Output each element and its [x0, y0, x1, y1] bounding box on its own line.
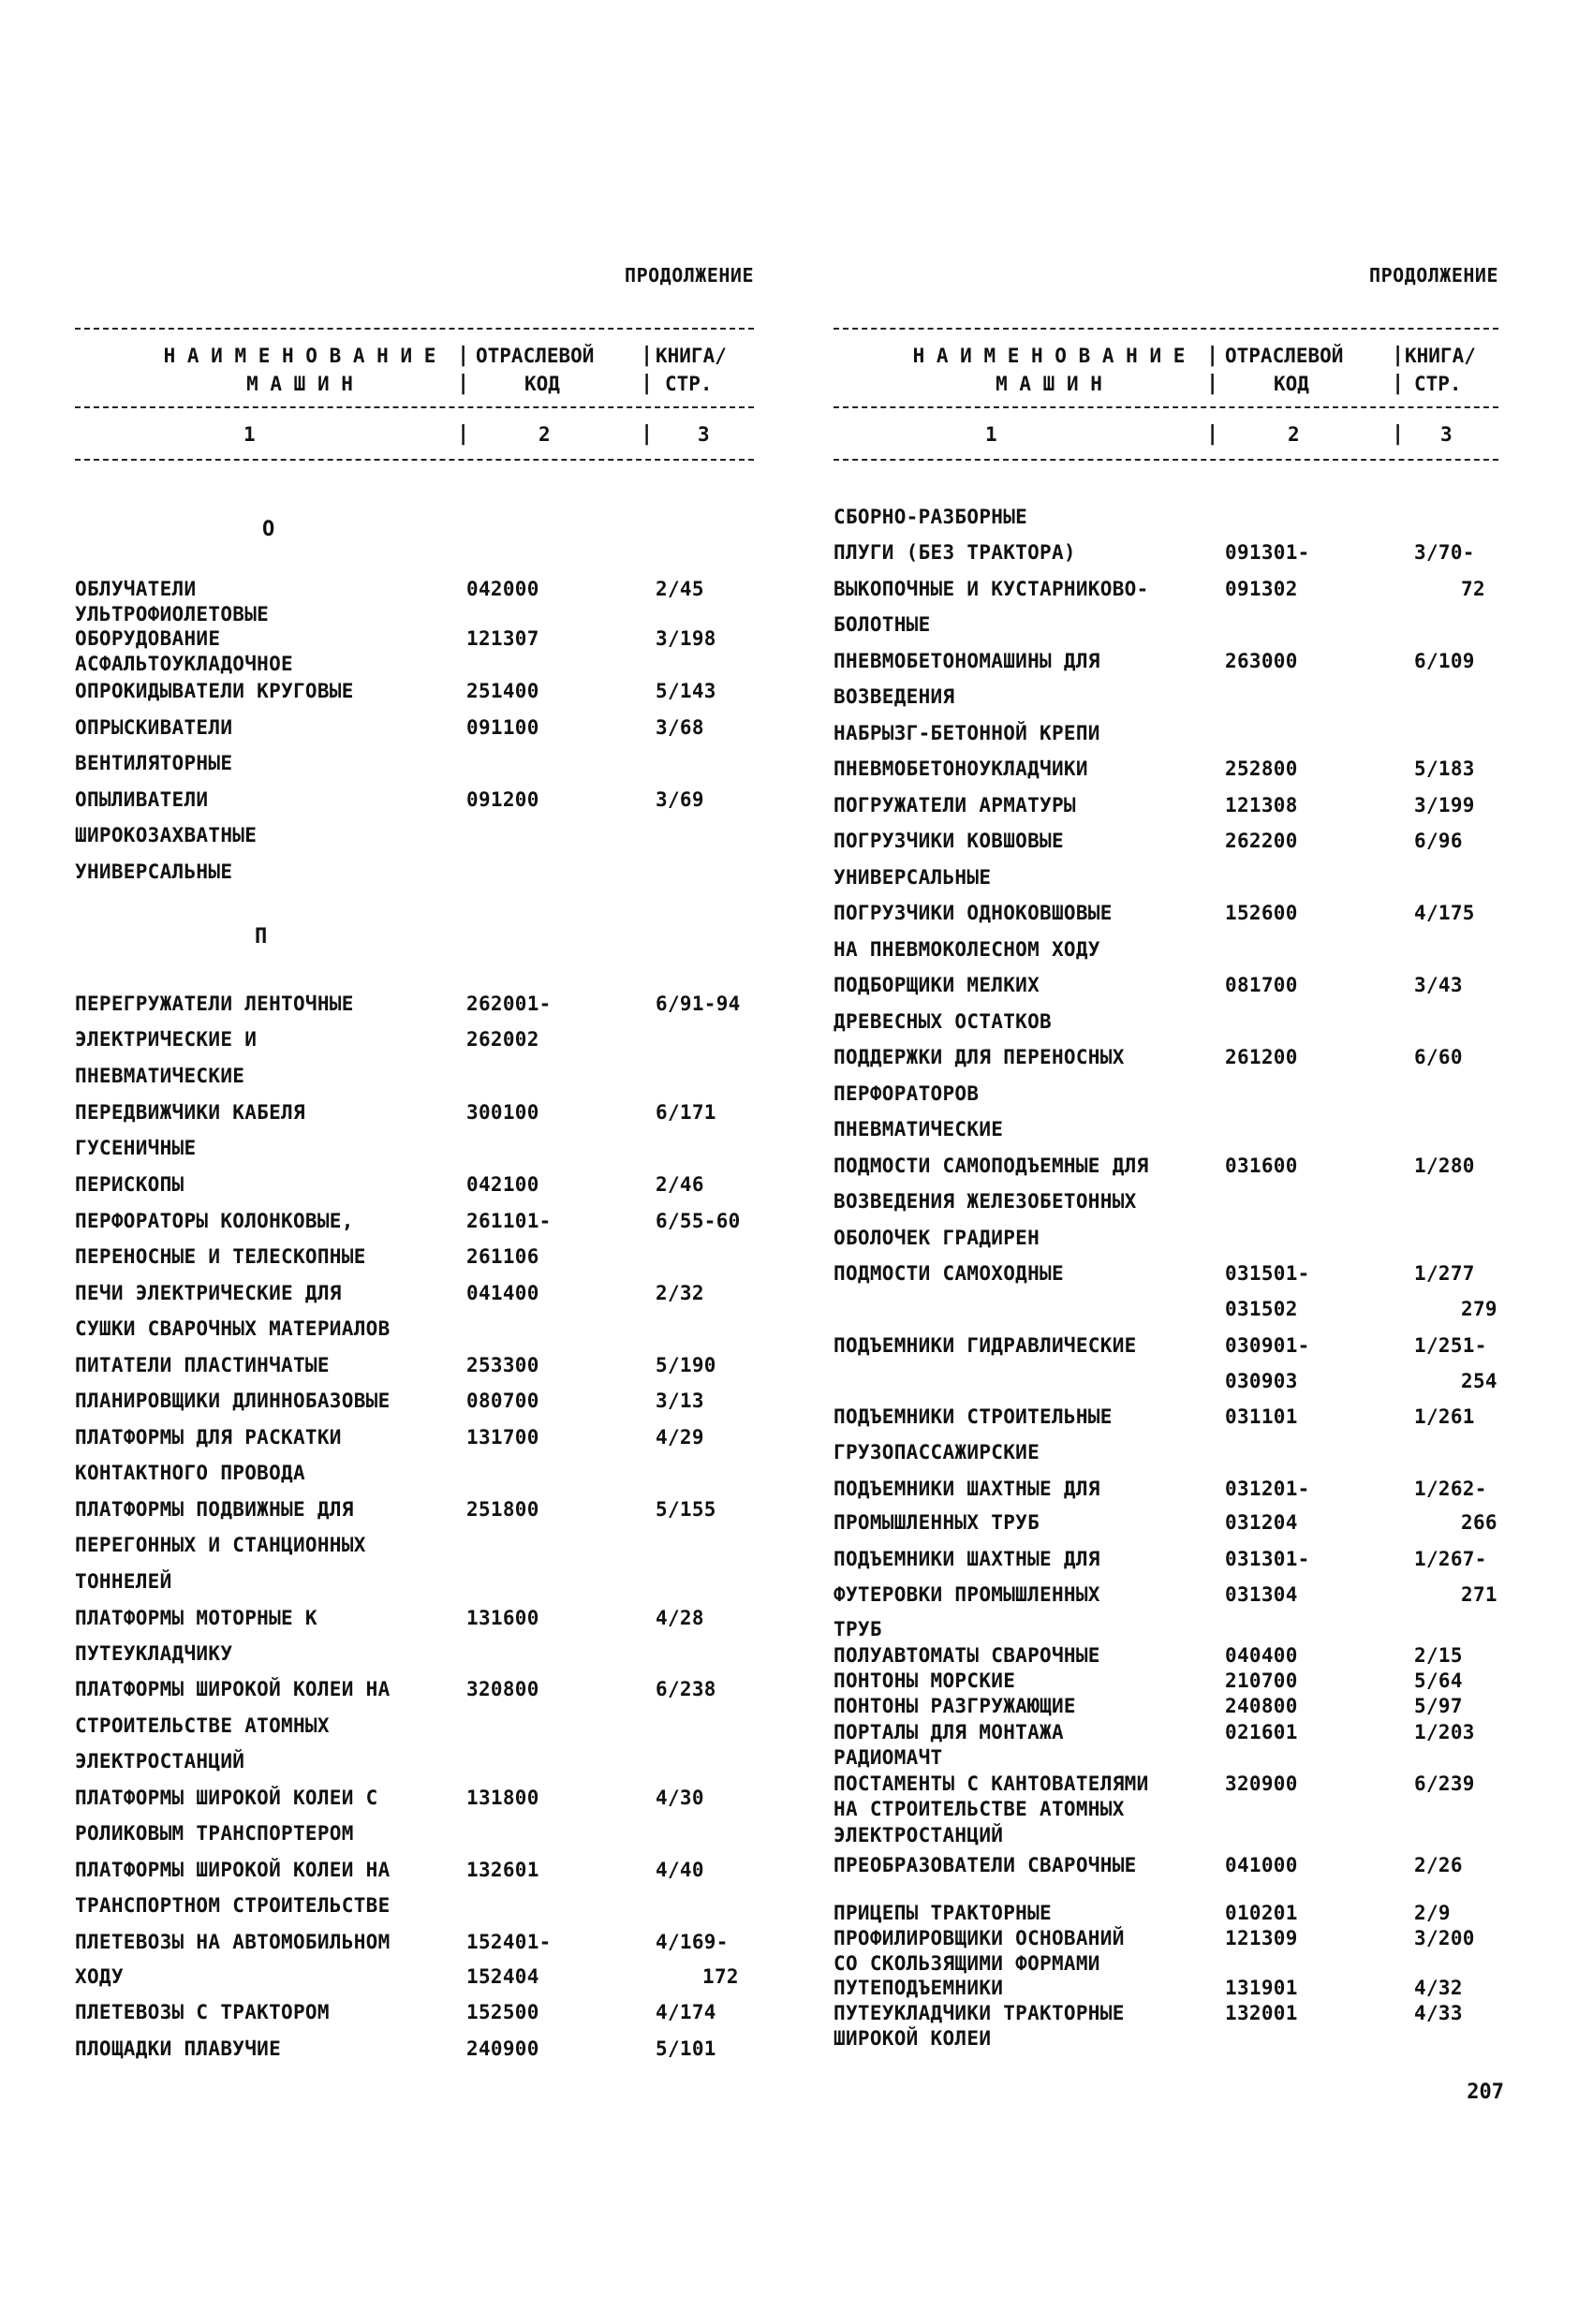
- book-page-ref: 3/13: [656, 1390, 704, 1412]
- book-page-ref: 6/96: [1414, 830, 1463, 852]
- industry-code: 252800: [1225, 758, 1298, 780]
- machine-name: ДРЕВЕСНЫХ ОСТАТКОВ: [833, 1010, 1052, 1033]
- book-page-ref: 279: [1461, 1298, 1497, 1320]
- book-page-ref: 72: [1461, 578, 1485, 600]
- machine-name: ПОДЪЕМНИКИ СТРОИТЕЛЬНЫЕ: [833, 1405, 1113, 1428]
- industry-code: 261200: [1225, 1046, 1298, 1068]
- book-page-ref: 4/30: [656, 1787, 704, 1809]
- header-book-line2: СТР.: [665, 373, 713, 395]
- machine-name: ТРАНСПОРТНОМ СТРОИТЕЛЬСТВЕ: [75, 1894, 391, 1917]
- machine-name: ОПРЫСКИВАТЕЛИ: [75, 716, 233, 739]
- book-page-ref: 4/174: [656, 2001, 716, 2023]
- book-page-ref: 1/261: [1414, 1405, 1475, 1428]
- industry-code: 262200: [1225, 830, 1298, 852]
- book-page-ref: 3/199: [1414, 794, 1475, 816]
- machine-name: ПОДМОСТИ САМОХОДНЫЕ: [833, 1262, 1064, 1285]
- industry-code: 152500: [466, 2001, 539, 2023]
- machine-name: ПЛАТФОРМЫ ШИРОКОЙ КОЛЕИ С: [75, 1787, 378, 1809]
- book-page-ref: 271: [1461, 1583, 1497, 1606]
- book-page-ref: 5/190: [656, 1354, 716, 1376]
- book-page-ref: 2/32: [656, 1282, 704, 1304]
- machine-name: ПОДЪЕМНИКИ ШАХТНЫЕ ДЛЯ: [833, 1478, 1100, 1500]
- industry-code: 132601: [466, 1859, 539, 1881]
- book-page-ref: 172: [702, 1965, 739, 1988]
- machine-name: ПУТЕУКЛАДЧИКИ ТРАКТОРНЫЕ: [833, 2002, 1125, 2024]
- header-code-line2: КОД: [524, 373, 560, 395]
- industry-code: 091301-: [1225, 541, 1310, 564]
- column-number-3: 3: [698, 423, 710, 446]
- machine-name: ОПЫЛИВАТЕЛИ: [75, 788, 209, 811]
- machine-name: ТОННЕЛЕЙ: [75, 1570, 172, 1593]
- header-code-line2: КОД: [1274, 373, 1309, 395]
- book-page-ref: 6/55-60: [656, 1210, 741, 1232]
- machine-name: ВОЗВЕДЕНИЯ ЖЕЛЕЗОБЕТОННЫХ: [833, 1190, 1137, 1213]
- machine-name: ОБОЛОЧЕК ГРАДИРЕН: [833, 1227, 1040, 1249]
- book-page-ref: 5/183: [1414, 758, 1475, 780]
- machine-name: ПНЕВМАТИЧЕСКИЕ: [833, 1118, 1004, 1140]
- header-name-line1: Н А И М Е Н О В А Н И Е: [912, 345, 1186, 367]
- book-page-ref: 4/29: [656, 1426, 704, 1449]
- continuation-label: ПРОДОЛЖЕНИЕ: [625, 264, 754, 287]
- machine-name: УНИВЕРСАЛЬНЫЕ: [75, 860, 233, 883]
- machine-name: РАДИОМАЧТ: [833, 1746, 943, 1769]
- industry-code: 042000: [466, 578, 539, 600]
- machine-name: СУШКИ СВАРОЧНЫХ МАТЕРИАЛОВ: [75, 1317, 391, 1340]
- industry-code: 261106: [466, 1245, 539, 1268]
- column-number-1: 1: [985, 423, 997, 446]
- industry-code: 091302: [1225, 578, 1298, 600]
- machine-name: ПОСТАМЕНТЫ С КАНТОВАТЕЛЯМИ: [833, 1772, 1149, 1795]
- industry-code: 041000: [1225, 1854, 1298, 1876]
- machine-name: УЛЬТРОФИОЛЕТОВЫЕ: [75, 603, 270, 625]
- industry-code: 021601: [1225, 1721, 1298, 1743]
- header-bottom-rule: [833, 459, 1498, 461]
- page-number: 207: [1467, 2081, 1504, 2104]
- machine-name: АСФАЛЬТОУКЛАДОЧНОЕ: [75, 653, 293, 675]
- industry-code: 041400: [466, 1282, 539, 1304]
- industry-code: 121307: [466, 627, 539, 650]
- machine-name: УНИВЕРСАЛЬНЫЕ: [833, 866, 992, 889]
- machine-name: СТРОИТЕЛЬСТВЕ АТОМНЫХ: [75, 1714, 330, 1737]
- machine-name: ПРИЦЕПЫ ТРАКТОРНЫЕ: [833, 1902, 1052, 1924]
- machine-name: ПЛАТФОРМЫ ПОДВИЖНЫЕ ДЛЯ: [75, 1498, 354, 1521]
- header-separator: |: [641, 422, 654, 446]
- industry-code: 131901: [1225, 1977, 1298, 1999]
- machine-name: ПЛЕТЕВОЗЫ С ТРАКТОРОМ: [75, 2001, 330, 2023]
- machine-name: ВЫКОПОЧНЫЕ И КУСТАРНИКОВО-: [833, 578, 1149, 600]
- machine-name: ПРОФИЛИРОВЩИКИ ОСНОВАНИЙ: [833, 1927, 1125, 1949]
- machine-name: ПОДЪЕМНИКИ ШАХТНЫЕ ДЛЯ: [833, 1548, 1100, 1570]
- header-bottom-rule: [75, 459, 754, 461]
- industry-code: 251800: [466, 1498, 539, 1521]
- book-page-ref: 5/101: [656, 2037, 716, 2060]
- book-page-ref: 6/171: [656, 1101, 716, 1124]
- industry-code: 210700: [1225, 1669, 1298, 1692]
- header-book-line1: КНИГА/: [656, 345, 727, 367]
- header-mid-rule: [75, 406, 754, 408]
- section-letter-o: О: [262, 518, 275, 541]
- header-separator: |: [1392, 422, 1405, 446]
- machine-name: ПЛАТФОРМЫ МОТОРНЫЕ К: [75, 1607, 317, 1629]
- book-page-ref: 6/109: [1414, 650, 1475, 672]
- machine-name: ПНЕВМАТИЧЕСКИЕ: [75, 1065, 245, 1087]
- industry-code: 030903: [1225, 1370, 1298, 1392]
- industry-code: 240800: [1225, 1695, 1298, 1717]
- header-code-line1: ОТРАСЛЕВОЙ: [1225, 345, 1344, 367]
- industry-code: 091100: [466, 716, 539, 739]
- industry-code: 121309: [1225, 1927, 1298, 1949]
- book-page-ref: 3/198: [656, 627, 716, 650]
- book-page-ref: 1/251-: [1414, 1334, 1487, 1357]
- industry-code: 040400: [1225, 1644, 1298, 1667]
- machine-name: ПЕРЕДВИЖЧИКИ КАБЕЛЯ: [75, 1101, 305, 1124]
- industry-code: 131600: [466, 1607, 539, 1629]
- book-page-ref: 3/43: [1414, 974, 1463, 996]
- machine-name: ПОДМОСТИ САМОПОДЪЕМНЫЕ ДЛЯ: [833, 1155, 1149, 1177]
- machine-name: ПЕРЕГРУЖАТЕЛИ ЛЕНТОЧНЫЕ: [75, 993, 354, 1015]
- industry-code: 031301-: [1225, 1548, 1310, 1570]
- machine-name: ПЛАТФОРМЫ ДЛЯ РАСКАТКИ: [75, 1426, 342, 1449]
- column-number-2: 2: [1288, 423, 1300, 446]
- continuation-label: ПРОДОЛЖЕНИЕ: [1369, 264, 1498, 287]
- machine-name: ОБОРУДОВАНИЕ: [75, 627, 221, 650]
- header-separator: |: [1392, 372, 1405, 395]
- machine-name: ПЕРИСКОПЫ: [75, 1173, 184, 1196]
- machine-name: КОНТАКТНОГО ПРОВОДА: [75, 1462, 305, 1484]
- header-separator: |: [641, 344, 654, 367]
- machine-name: ГРУЗОПАССАЖИРСКИЕ: [833, 1441, 1040, 1464]
- machine-name: ПУТЕУКЛАДЧИКУ: [75, 1642, 233, 1665]
- book-page-ref: 5/64: [1414, 1669, 1463, 1692]
- machine-name: ПОНТОНЫ РАЗГРУЖАЮЩИЕ: [833, 1695, 1076, 1717]
- book-page-ref: 6/91-94: [656, 993, 741, 1015]
- header-separator: |: [457, 422, 470, 446]
- book-page-ref: 2/45: [656, 578, 704, 600]
- book-page-ref: 254: [1461, 1370, 1497, 1392]
- book-page-ref: 4/175: [1414, 902, 1475, 924]
- industry-code: 152404: [466, 1965, 539, 1988]
- book-page-ref: 5/143: [656, 680, 716, 702]
- machine-name: НА ПНЕВМОКОЛЕСНОМ ХОДУ: [833, 938, 1100, 961]
- machine-name: ПОГРУЖАТЕЛИ АРМАТУРЫ: [833, 794, 1076, 816]
- industry-code: 132001: [1225, 2002, 1298, 2024]
- machine-name: ПИТАТЕЛИ ПЛАСТИНЧАТЫЕ: [75, 1354, 330, 1376]
- industry-code: 262002: [466, 1028, 539, 1051]
- industry-code: 010201: [1225, 1902, 1298, 1924]
- book-page-ref: 2/26: [1414, 1854, 1463, 1876]
- machine-name: ПОДДЕРЖКИ ДЛЯ ПЕРЕНОСНЫХ: [833, 1046, 1125, 1068]
- book-page-ref: 6/60: [1414, 1046, 1463, 1068]
- industry-code: 262001-: [466, 993, 552, 1015]
- header-separator: |: [1206, 344, 1219, 367]
- industry-code: 320800: [466, 1678, 539, 1700]
- header-book-line2: СТР.: [1414, 373, 1462, 395]
- industry-code: 251400: [466, 680, 539, 702]
- industry-code: 031304: [1225, 1583, 1298, 1606]
- section-letter-p: П: [255, 925, 268, 949]
- machine-name: ПОЛУАВТОМАТЫ СВАРОЧНЫЕ: [833, 1644, 1100, 1667]
- header-mid-rule: [833, 406, 1498, 408]
- machine-name: НАБРЫЗГ-БЕТОННОЙ КРЕПИ: [833, 722, 1100, 744]
- column-number-1: 1: [243, 423, 256, 446]
- book-page-ref: 3/69: [656, 788, 704, 811]
- machine-name: ОПРОКИДЫВАТЕЛИ КРУГОВЫЕ: [75, 680, 354, 702]
- machine-name: ПЛОЩАДКИ ПЛАВУЧИЕ: [75, 2037, 282, 2060]
- book-page-ref: 4/169-: [656, 1931, 729, 1953]
- machine-name: ПУТЕПОДЪЕМНИКИ: [833, 1977, 1004, 1999]
- machine-name: ПЛЕТЕВОЗЫ НА АВТОМОБИЛЬНОМ: [75, 1931, 391, 1953]
- header-name-line1: Н А И М Е Н О В А Н И Е: [163, 345, 436, 367]
- industry-code: 131700: [466, 1426, 539, 1449]
- machine-name: ПЕРФОРАТОРОВ: [833, 1082, 980, 1105]
- industry-code: 261101-: [466, 1210, 552, 1232]
- book-page-ref: 4/33: [1414, 2002, 1463, 2024]
- machine-name: ЭЛЕКТРОСТАНЦИЙ: [833, 1824, 1004, 1846]
- book-page-ref: 1/280: [1414, 1155, 1475, 1177]
- machine-name: ПОГРУЗЧИКИ КОВШОВЫЕ: [833, 830, 1064, 852]
- machine-name: ПОРТАЛЫ ДЛЯ МОНТАЖА: [833, 1721, 1064, 1743]
- book-page-ref: 6/239: [1414, 1772, 1475, 1795]
- industry-code: 031600: [1225, 1155, 1298, 1177]
- industry-code: 031201-: [1225, 1478, 1310, 1500]
- book-page-ref: 1/203: [1414, 1721, 1475, 1743]
- machine-name: ПЛАТФОРМЫ ШИРОКОЙ КОЛЕИ НА: [75, 1859, 391, 1881]
- machine-name: ПЕРФОРАТОРЫ КОЛОНКОВЫЕ,: [75, 1210, 354, 1232]
- machine-name: ШИРОКОЙ КОЛЕИ: [833, 2027, 992, 2050]
- machine-name: ПОНТОНЫ МОРСКИЕ: [833, 1669, 1016, 1692]
- header-top-rule: [833, 328, 1498, 330]
- machine-name: СБОРНО-РАЗБОРНЫЕ: [833, 506, 1028, 528]
- header-name-line2: М А Ш И Н: [246, 373, 353, 395]
- industry-code: 081700: [1225, 974, 1298, 996]
- machine-name: ЭЛЕКТРИЧЕСКИЕ И: [75, 1028, 258, 1051]
- machine-name: ПЕРЕГОННЫХ И СТАНЦИОННЫХ: [75, 1534, 366, 1556]
- book-page-ref: 6/238: [656, 1678, 716, 1700]
- industry-code: 030901-: [1225, 1334, 1310, 1357]
- header-separator: |: [457, 344, 470, 367]
- machine-name: РОЛИКОВЫМ ТРАНСПОРТЕРОМ: [75, 1822, 354, 1845]
- industry-code: 131800: [466, 1787, 539, 1809]
- header-code-line1: ОТРАСЛЕВОЙ: [476, 345, 595, 367]
- machine-name: ПЛАНИРОВЩИКИ ДЛИННОБАЗОВЫЕ: [75, 1390, 391, 1412]
- header-name-line2: М А Ш И Н: [996, 373, 1102, 395]
- industry-code: 031502: [1225, 1298, 1298, 1320]
- book-page-ref: 4/32: [1414, 1977, 1463, 1999]
- machine-name: ПОГРУЗЧИКИ ОДНОКОВШОВЫЕ: [833, 902, 1113, 924]
- machine-name: ПНЕВМОБЕТОНОМАШИНЫ ДЛЯ: [833, 650, 1100, 672]
- machine-name: ПОДБОРЩИКИ МЕЛКИХ: [833, 974, 1040, 996]
- machine-name: ПЛУГИ (БЕЗ ТРАКТОРА): [833, 541, 1076, 564]
- header-top-rule: [75, 328, 754, 330]
- industry-code: 320900: [1225, 1772, 1298, 1795]
- machine-name: ПЕЧИ ЭЛЕКТРИЧЕСКИЕ ДЛЯ: [75, 1282, 342, 1304]
- machine-name: ЭЛЕКТРОСТАНЦИЙ: [75, 1750, 245, 1772]
- header-separator: |: [641, 372, 654, 395]
- machine-name: ВОЗВЕДЕНИЯ: [833, 685, 955, 708]
- book-page-ref: 1/277: [1414, 1262, 1475, 1285]
- machine-name: ПРЕОБРАЗОВАТЕЛИ СВАРОЧНЫЕ: [833, 1854, 1137, 1876]
- industry-code: 253300: [466, 1354, 539, 1376]
- book-page-ref: 2/9: [1414, 1902, 1451, 1924]
- book-page-ref: 2/46: [656, 1173, 704, 1196]
- industry-code: 042100: [466, 1173, 539, 1196]
- machine-name: ШИРОКОЗАХВАТНЫЕ: [75, 824, 258, 846]
- book-page-ref: 3/68: [656, 716, 704, 739]
- industry-code: 031101: [1225, 1405, 1298, 1428]
- header-separator: |: [1392, 344, 1405, 367]
- industry-code: 031501-: [1225, 1262, 1310, 1285]
- book-page-ref: 5/155: [656, 1498, 716, 1521]
- book-page-ref: 2/15: [1414, 1644, 1463, 1667]
- book-page-ref: 266: [1461, 1511, 1497, 1534]
- column-number-2: 2: [538, 423, 551, 446]
- industry-code: 080700: [466, 1390, 539, 1412]
- machine-name: ПРОМЫШЛЕННЫХ ТРУБ: [833, 1511, 1040, 1534]
- machine-name: СО СКОЛЬЗЯЩИМИ ФОРМАМИ: [833, 1952, 1100, 1975]
- book-page-ref: 3/200: [1414, 1927, 1475, 1949]
- header-separator: |: [1206, 372, 1219, 395]
- machine-name: ТРУБ: [833, 1618, 882, 1640]
- book-page-ref: 1/267-: [1414, 1548, 1487, 1570]
- machine-name: ОБЛУЧАТЕЛИ: [75, 578, 197, 600]
- industry-code: 300100: [466, 1101, 539, 1124]
- machine-name: ПОДЪЕМНИКИ ГИДРАВЛИЧЕСКИЕ: [833, 1334, 1137, 1357]
- header-book-line1: КНИГА/: [1405, 345, 1476, 367]
- industry-code: 263000: [1225, 650, 1298, 672]
- machine-name: БОЛОТНЫЕ: [833, 613, 931, 636]
- industry-code: 031204: [1225, 1511, 1298, 1534]
- column-number-3: 3: [1440, 423, 1453, 446]
- machine-name: ПЛАТФОРМЫ ШИРОКОЙ КОЛЕИ НА: [75, 1678, 391, 1700]
- machine-name: ПНЕВМОБЕТОНОУКЛАДЧИКИ: [833, 758, 1088, 780]
- industry-code: 152401-: [466, 1931, 552, 1953]
- header-separator: |: [1206, 422, 1219, 446]
- header-separator: |: [457, 372, 470, 395]
- book-page-ref: 1/262-: [1414, 1478, 1487, 1500]
- machine-name: ФУТЕРОВКИ ПРОМЫШЛЕННЫХ: [833, 1583, 1100, 1606]
- industry-code: 091200: [466, 788, 539, 811]
- book-page-ref: 5/97: [1414, 1695, 1463, 1717]
- industry-code: 152600: [1225, 902, 1298, 924]
- machine-name: ВЕНТИЛЯТОРНЫЕ: [75, 752, 233, 774]
- book-page-ref: 4/28: [656, 1607, 704, 1629]
- machine-name: ХОДУ: [75, 1965, 124, 1988]
- book-page-ref: 3/70-: [1414, 541, 1475, 564]
- machine-name: ПЕРЕНОСНЫЕ И ТЕЛЕСКОПНЫЕ: [75, 1245, 366, 1268]
- machine-name: НА СТРОИТЕЛЬСТВЕ АТОМНЫХ: [833, 1798, 1125, 1820]
- industry-code: 240900: [466, 2037, 539, 2060]
- industry-code: 121308: [1225, 794, 1298, 816]
- machine-name: ГУСЕНИЧНЫЕ: [75, 1137, 197, 1159]
- book-page-ref: 4/40: [656, 1859, 704, 1881]
